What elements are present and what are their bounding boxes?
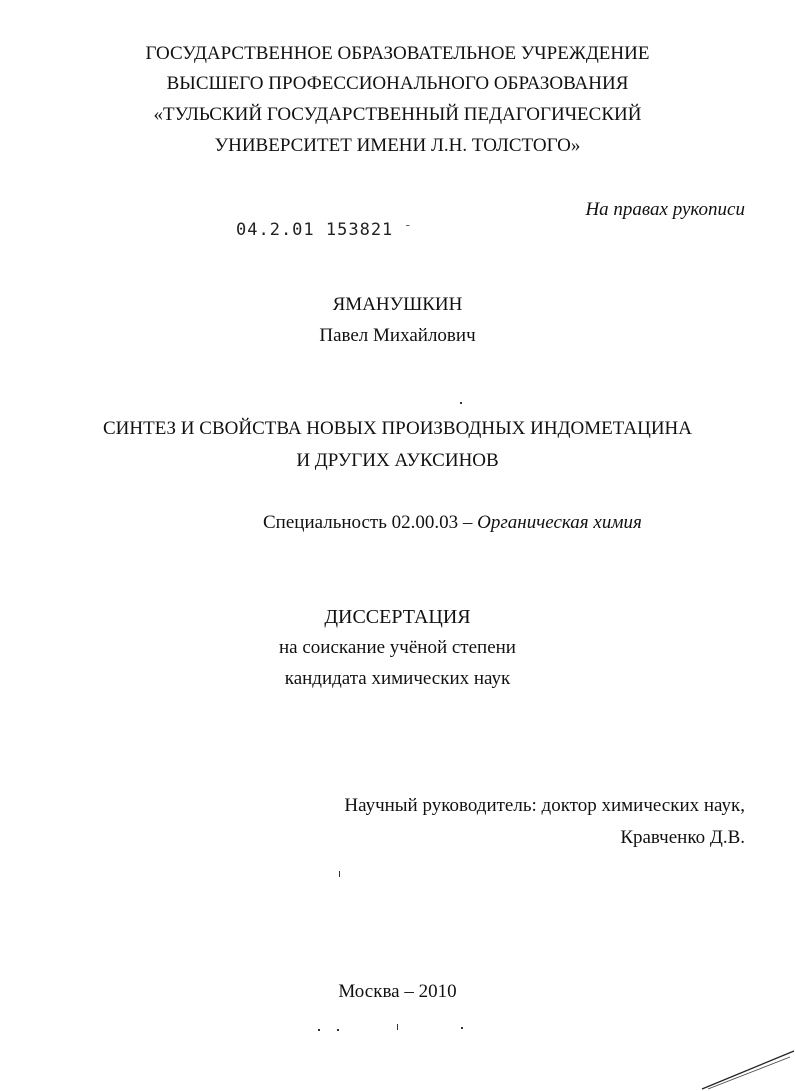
institution-line-4: УНИВЕРСИТЕТ ИМЕНИ Л.Н. ТОЛСТОГО» xyxy=(214,135,581,156)
supervisor-name: Кравченко Д.В. xyxy=(620,827,745,848)
supervisor-line-1: Научный руководитель: доктор химических наук, xyxy=(344,795,745,816)
pen-stroke xyxy=(700,1045,795,1091)
specialty-name: Органическая химия xyxy=(477,512,642,533)
scan-speck xyxy=(318,1029,320,1031)
scan-speck xyxy=(337,1029,339,1031)
registration-stamp-number: 04.2.01 153821 xyxy=(236,220,394,240)
institution-line-3: «ТУЛЬСКИЙ ГОСУДАРСТВЕННЫЙ ПЕДАГОГИЧЕСКИЙ xyxy=(153,104,642,125)
degree-line-1: на соискание учёной степени xyxy=(279,637,516,658)
specialty xyxy=(263,511,642,535)
scan-speck xyxy=(460,402,462,404)
institution-line-2: ВЫСШЕГО ПРОФЕССИОНАЛЬНОГО ОБРАЗОВАНИЯ xyxy=(166,73,629,94)
scan-speck xyxy=(339,871,340,877)
degree-line-2: кандидата химических наук xyxy=(284,668,511,689)
stamp-tick-mark: ˉ xyxy=(404,223,413,236)
author-surname: ЯМАНУШКИН xyxy=(332,294,463,315)
place-year: Москва – 2010 xyxy=(338,981,457,1002)
author-given-names: Павел Михайлович xyxy=(319,325,476,346)
institution-line-1: ГОСУДАРСТВЕННОЕ ОБРАЗОВАТЕЛЬНОЕ УЧРЕЖДЕНИЕ xyxy=(145,43,650,64)
specialty-code: Специальность 02.00.03 – xyxy=(263,512,478,533)
registration-stamp xyxy=(236,218,412,242)
thesis-title-line-2: И ДРУГИХ АУКСИНОВ xyxy=(296,450,499,471)
document-type-heading: ДИССЕРТАЦИЯ xyxy=(324,606,471,628)
manuscript-note: На правах рукописи xyxy=(585,199,745,220)
scan-speck xyxy=(397,1024,398,1030)
thesis-title-line-1: СИНТЕЗ И СВОЙСТВА НОВЫХ ПРОИЗВОДНЫХ ИНДОМЕТАЦИНА xyxy=(102,418,692,439)
scan-speck xyxy=(461,1027,463,1029)
